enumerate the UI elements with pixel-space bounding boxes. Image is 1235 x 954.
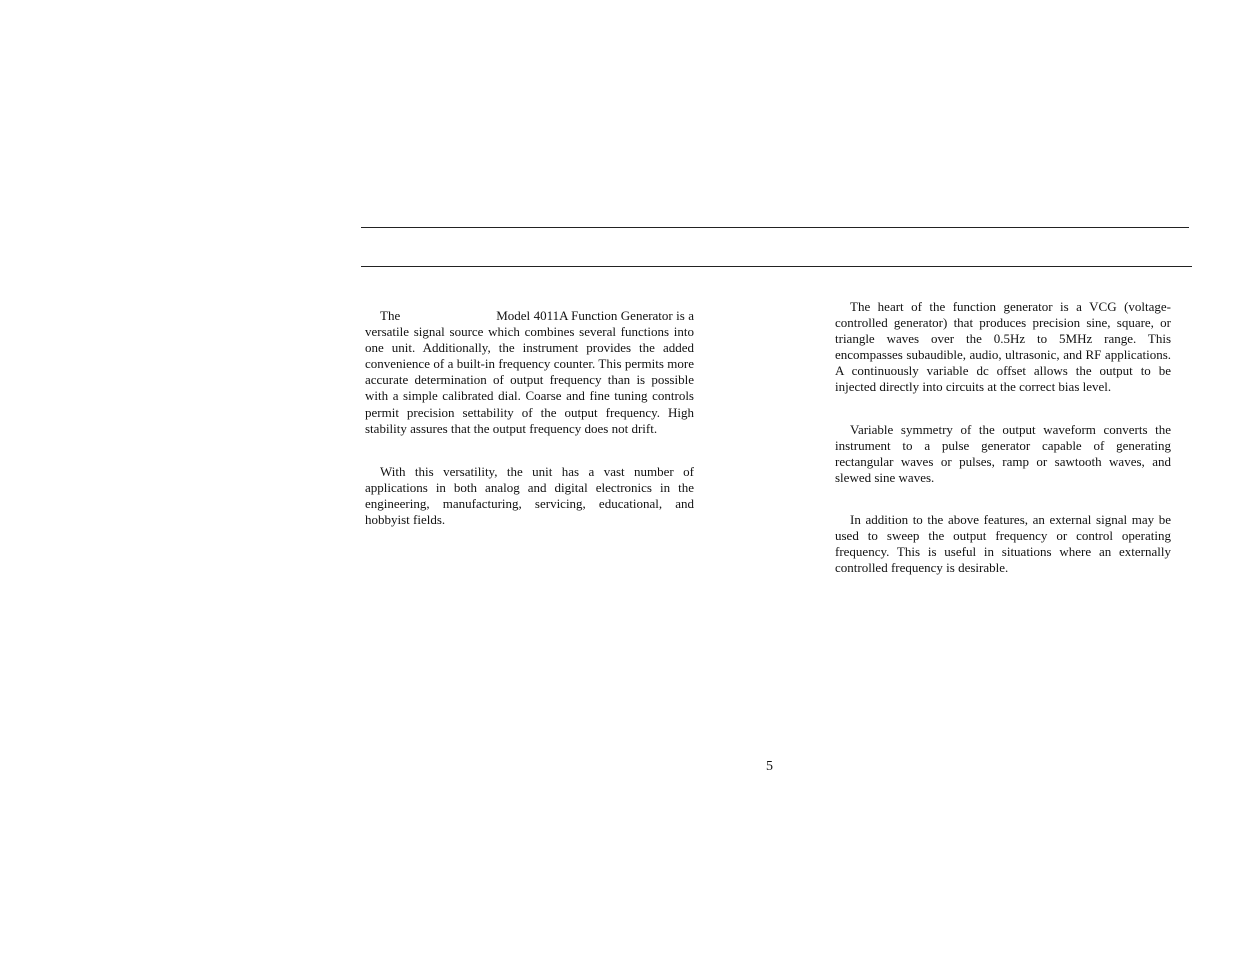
page-number: 5 xyxy=(766,759,773,774)
header-rule-bottom xyxy=(361,266,1192,267)
intro-paragraph xyxy=(365,308,694,437)
left-text-column xyxy=(365,308,694,528)
right-text-column xyxy=(835,299,1171,576)
intro-body-text: Model 4011A Function Generator is a versatile signal source which combines several functions into one unit. Additionally, the instrument provides the added convenience of a built-in frequency counter. This permits more accurate determination of output frequency than is possible with a simple calibrated dial. Coarse and fine tuning controls permit precision settability of the output frequency. High stability assures that the output frequency does not drift. xyxy=(365,308,694,436)
external-sweep-paragraph: In addition to the above features, an external signal may be used to sweep the output frequency or control operating frequency. This is useful in situations where an externally controlled frequency is desirable. xyxy=(835,511,1171,576)
header-rule-top xyxy=(361,227,1189,228)
intro-lead-word: The xyxy=(380,308,401,323)
vcg-paragraph: The heart of the function generator is a VCG (voltage-controlled generator) that produces precision sine, square, or triangle waves over the 0.5Hz to 5MHz range. This encompasses subaudible, audio, ultrasonic, and RF applications. A continuously variable dc offset allows the output to be injected directly into circuits at the correct bias level. xyxy=(835,299,1171,395)
applications-paragraph: With this versatility, the unit has a vast number of applications in both analog and digital electronics in the engineering, manufacturing, servicing, educational, and hobbyist fields. xyxy=(365,463,694,528)
symmetry-paragraph: Variable symmetry of the output waveform converts the instrument to a pulse generator capable of generating rectangular waves or pulses, ramp or sawtooth waves, and slewed sine waves. xyxy=(835,421,1171,485)
